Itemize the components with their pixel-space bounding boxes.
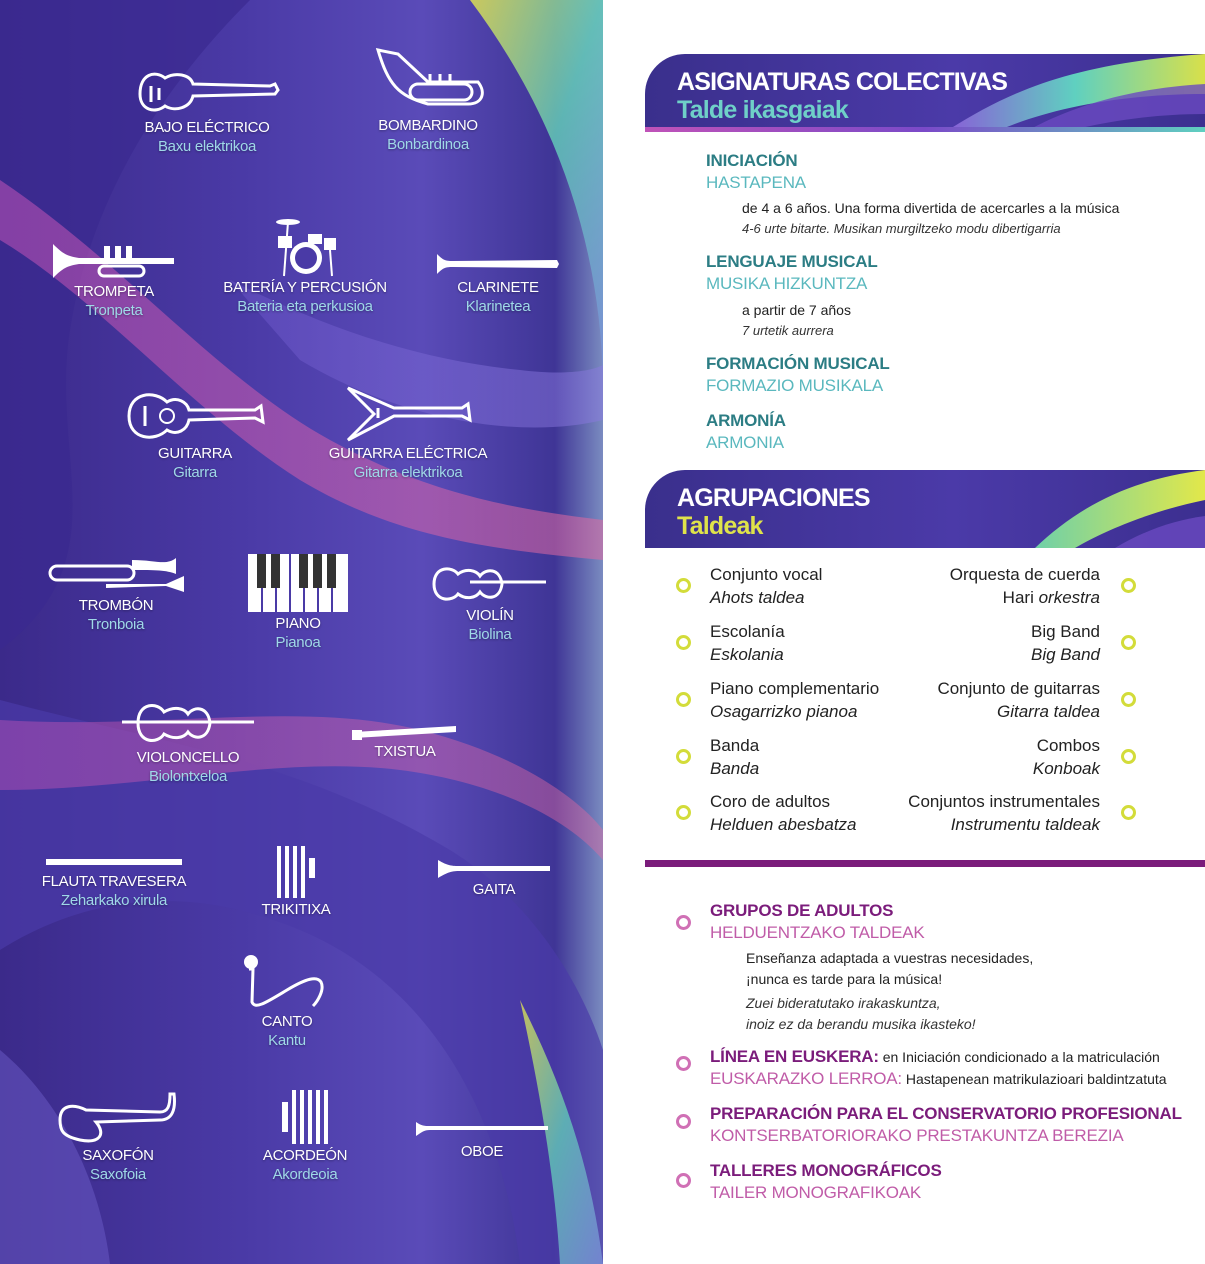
preparacion-conservatorio [710,1103,1182,1147]
offer-title-eu: TAILER MONOGRAFIKOAK [710,1183,922,1202]
instrument-name-eu: Klarinetea [465,298,531,315]
offer-title-eu: EUSKARAZKO LERROA: [710,1069,902,1088]
agrupacion-item [710,790,857,836]
bullet-icon [676,1114,691,1129]
agrupacion-item [1033,734,1100,780]
bullet-icon [676,805,691,820]
bullet-icon [676,635,691,650]
asignatura-title-es: FORMACIÓN MUSICAL [706,354,890,373]
agrupacion-es: Coro de adultos [710,792,831,811]
desc-line: Enseñanza adaptada a vuestras necesidades, [746,950,1034,966]
trikitixa-icon [273,844,319,900]
euphonium-icon [368,44,488,116]
instrument-trompeta [24,236,204,320]
asignaturas-banner [645,54,1205,132]
asignatura-desc-es: de 4 a 6 años. Una forma divertida de acercarles a la música [742,200,1120,216]
instrument-saxofon [28,1090,208,1184]
cello-icon [118,698,258,748]
instrument-name-es: CLARINETE [457,279,539,296]
asignatura-title-es: INICIACIÓN [706,151,798,170]
agrupacion-es: Conjuntos instrumentales [908,792,1100,811]
instrument-guitarra-electrica [318,384,498,482]
agrupacion-item [710,563,822,609]
piano-keys-icon [246,552,350,614]
instrument-bateria [215,214,395,316]
agrupacion-item [1031,620,1100,666]
bullet-icon [1121,805,1136,820]
bullet-icon [1121,692,1136,707]
asignatura-lenguaje [706,251,878,295]
bullet-icon [676,1056,691,1071]
instrument-clarinete [408,248,588,316]
agrupacion-eu-part: Hari [1002,588,1039,607]
instrument-name-eu: Baxu elektrikoa [157,138,257,155]
instrument-txistua [315,718,495,761]
agrupacion-es: Big Band [1031,622,1100,641]
offer-title-eu: HELDUENTZAKO TALDEAK [710,923,925,942]
instrument-name-eu: Biolina [468,626,512,643]
instrument-name-eu: Pianoa [275,634,321,651]
drum-kit-icon [270,214,340,278]
asignatura-title-eu: HASTAPENA [706,173,806,192]
instrument-name-es: TROMPETA [74,283,154,300]
grupos-adultos [710,900,925,944]
instrument-name-eu: Bateria eta perkusioa [237,298,373,315]
section-divider [645,860,1205,867]
agrupaciones-title-es: AGRUPACIONES [677,484,870,512]
bullet-icon [1121,578,1136,593]
agrupacion-es: Conjunto vocal [710,565,823,584]
instrument-trikitixa [206,844,386,919]
instrument-name-es: GAITA [472,881,516,898]
instrument-name-es: FLAUTA TRAVESERA [41,873,187,890]
instrument-name-es: BAJO ELÉCTRICO [144,119,270,136]
instrument-name-eu: Saxofoia [90,1166,146,1183]
instrument-name-eu: Tronboia [87,616,145,633]
agrupacion-item [908,790,1100,836]
agrupacion-es: Orquesta de cuerda [949,565,1100,584]
bullet-icon [1121,635,1136,650]
linea-euskera [710,1046,1167,1090]
instrument-name-es: TRIKITIXA [261,901,331,918]
agrupacion-es: Escolanía [710,622,785,641]
agrupacion-eu: Gitarra taldea [997,702,1100,721]
instrument-gaita [404,856,584,899]
instrument-name-es: GUITARRA [158,445,232,462]
bullet-icon [676,692,691,707]
instrument-name-es: ACORDEÓN [262,1147,348,1164]
clarinet-icon [433,248,563,278]
instrument-name-eu: Zeharkako xirula [60,892,168,909]
agrupacion-eu: Osagarrizko pianoa [710,702,858,721]
agrupacion-eu: Helduen abesbatza [710,815,857,834]
asignatura-iniciacion [706,150,806,194]
instrument-name-es: PIANO [275,615,321,632]
saxophone-icon [56,1090,180,1146]
agrupacion-item [710,620,785,666]
agrupacion-item [937,677,1100,723]
agrupacion-item [950,563,1100,609]
agrupacion-eu: Eskolania [710,645,784,664]
talleres-monograficos [710,1160,942,1204]
instrument-name-eu: Tronpeta [85,302,143,319]
offer-title-es: LÍNEA EN EUSKERA: [710,1047,879,1066]
asignatura-armonia [706,410,786,454]
instrument-name-eu: Kantu [268,1032,306,1049]
accordion-icon [280,1088,330,1146]
instrument-acordeon [215,1088,395,1184]
instrument-violin [400,562,580,644]
desc-line: inoiz ez da berandu musika ikasteko! [746,1016,976,1032]
instrument-trombon [26,556,206,634]
instrument-name-eu: Akordeoia [272,1166,338,1183]
bass-guitar-icon [135,64,280,118]
instrument-name-eu: Bonbardinoa [387,136,469,153]
agrupacion-eu: orkestra [1038,588,1100,607]
offer-title-eu: KONTSERBATORIORAKO PRESTAKUNTZA BEREZIA [710,1126,1124,1145]
instrument-name-es: SAXOFÓN [82,1147,154,1164]
instrument-canto [197,952,377,1050]
instrument-bajo [117,64,297,156]
instrument-name-es: GUITARRA ELÉCTRICA [328,445,488,462]
instrument-flauta [24,852,204,910]
instrument-name-es: BOMBARDINO [378,117,478,134]
oboe-icon [412,1114,552,1142]
instrument-name-es: CANTO [261,1013,313,1030]
instrument-name-eu: Biolontxeloa [148,768,228,785]
instrument-piano [208,552,388,652]
instrument-bombardino [338,44,518,154]
instrument-name-es: TROMBÓN [78,597,154,614]
agrupaciones-banner [645,470,1205,548]
offer-title-es: TALLERES MONOGRÁFICOS [710,1161,942,1180]
asignatura-formacion [706,353,890,397]
agrupacion-eu: Konboak [1032,759,1100,778]
info-panel [603,0,1205,1264]
instrument-name-es: VIOLÍN [466,607,514,624]
adultos-desc-es [746,948,1033,990]
desc-line: ¡nunca es tarde para la música! [746,971,943,987]
electric-guitar-icon [344,384,472,444]
instrument-guitarra [105,386,285,482]
agrupacion-es: Piano complementario [710,679,880,698]
instrument-name-es: VIOLONCELLO [136,749,240,766]
agrupacion-es: Banda [710,736,760,755]
offer-title-es: GRUPOS DE ADULTOS [710,901,894,920]
agrupacion-item [710,677,879,723]
agrupaciones-title-eu: Taldeak [677,512,763,540]
instrument-violoncello [98,698,278,786]
bullet-icon [676,749,691,764]
offer-note-eu: Hastapenean matrikulazioari baldintzatuta [901,1071,1167,1087]
bullet-icon [1121,749,1136,764]
trombone-icon [46,556,186,596]
instrument-name-eu: Gitarra [173,464,217,481]
asignatura-title-eu: MUSIKA HIZKUNTZA [706,274,868,293]
offer-title-es: PREPARACIÓN PARA EL CONSERVATORIO PROFESIONAL [710,1104,1182,1123]
asignatura-title-eu: ARMONIA [706,433,784,452]
agrupacion-item [710,734,759,780]
gaita-icon [434,856,554,880]
asignatura-title-es: ARMONÍA [706,411,786,430]
trumpet-icon [49,236,179,282]
instrument-name-es: OBOE [460,1143,504,1160]
instrument-oboe [392,1114,572,1161]
banner-underline [645,127,1205,132]
agrupacion-es: Conjunto de guitarras [937,679,1100,698]
acoustic-guitar-icon [125,386,265,444]
asignatura-desc-eu: 7 urtetik aurrera [742,323,834,338]
agrupacion-eu: Banda [710,759,760,778]
agrupacion-eu: Instrumentu taldeak [950,815,1100,834]
instrument-name-eu: Gitarra elektrikoa [353,464,463,481]
flute-icon [44,852,184,872]
agrupacion-eu: Ahots taldea [710,588,805,607]
asignaturas-title-eu: Talde ikasgaiak [677,96,848,124]
offer-note-es: en Iniciación condicionado a la matriculación [878,1049,1160,1065]
desc-line: Zuei bideratutako irakaskuntza, [746,995,941,1011]
adultos-desc-eu [746,993,976,1035]
microphone-icon [237,952,337,1012]
txistu-icon [350,718,460,742]
violin-icon [430,562,550,606]
asignatura-title-eu: FORMAZIO MUSIKALA [706,376,884,395]
bullet-icon [676,1173,691,1188]
asignatura-desc-es: a partir de 7 años [742,302,851,318]
bullet-icon [676,915,691,930]
agrupacion-eu: Big Band [1031,645,1100,664]
asignatura-desc-eu: 4-6 urte bitarte. Musikan murgiltzeko modu dibertigarria [742,221,1061,236]
instrument-name-es: BATERÍA Y PERCUSIÓN [223,279,387,296]
bullet-icon [676,578,691,593]
instrument-name-es: TXISTUA [374,743,436,760]
asignaturas-title-es: ASIGNATURAS COLECTIVAS [677,68,1008,96]
asignatura-title-es: LENGUAJE MUSICAL [706,252,878,271]
agrupacion-es: Combos [1036,736,1100,755]
